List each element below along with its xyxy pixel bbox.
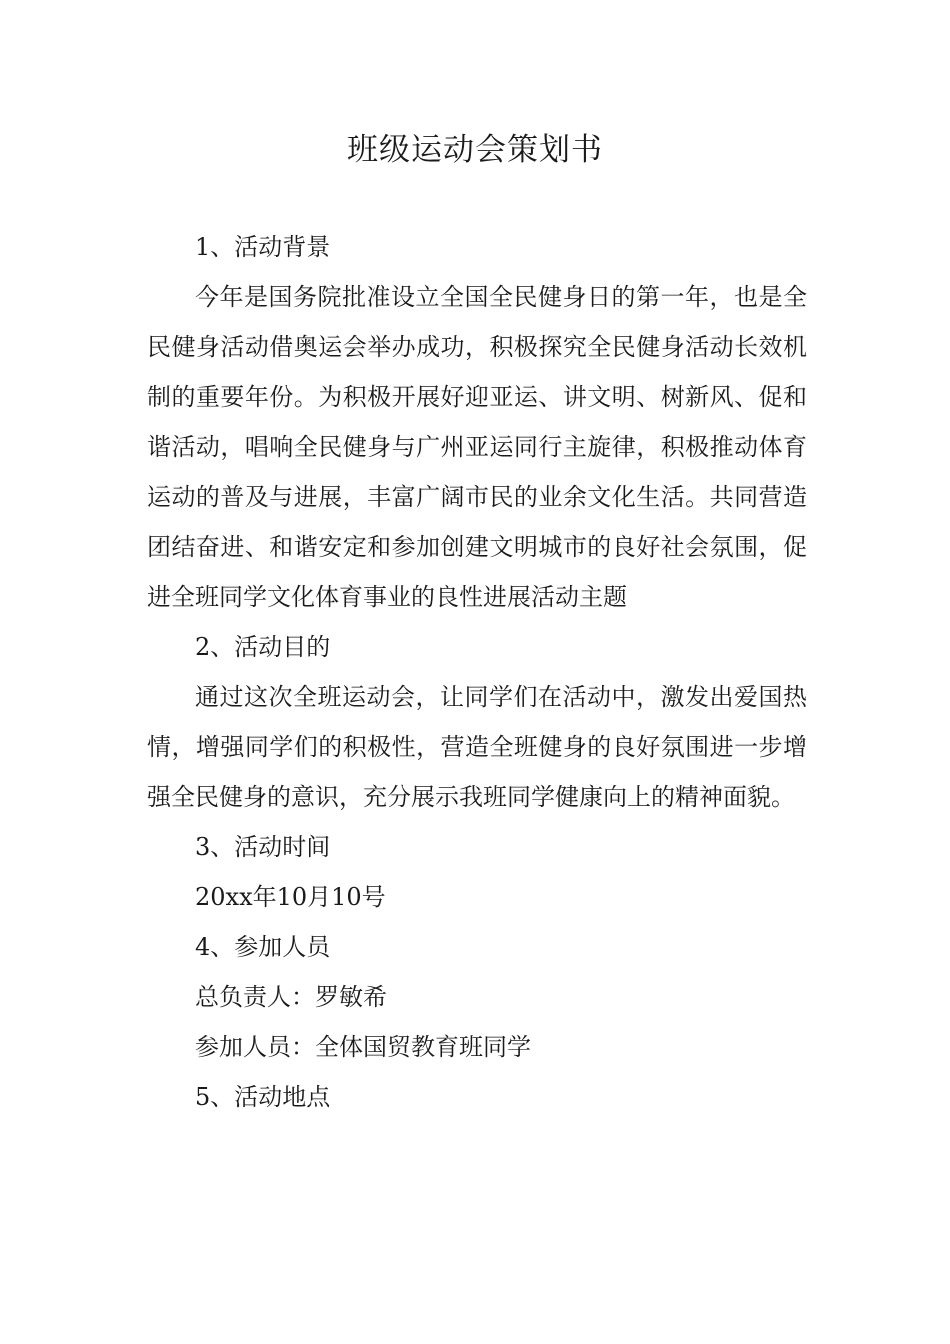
paragraph-purpose: 通过这次全班运动会，让同学们在活动中，激发出爱国热情，增强同学们的积极性，营造全班健身的良好氛围进一步增强全民健身的意识，充分展示我班同学健康向上的精神面貌。 xyxy=(147,683,807,811)
paragraph-participants: 参加人员：全体国贸教育班同学 xyxy=(195,1033,531,1061)
section-heading-time: 3、活动时间 xyxy=(195,833,331,861)
paragraph-time: 20xx年10月10号 xyxy=(195,883,386,911)
document-title: 班级运动会策划书 xyxy=(347,132,603,168)
section-heading-participants: 4、参加人员 xyxy=(195,933,331,961)
document-body xyxy=(147,222,807,1122)
paragraph-background: 今年是国务院批准设立全国全民健身日的第一年，也是全民健身活动借奥运会举办成功，积极探究全民健身活动长效机制的重要年份。为积极开展好迎亚运、讲文明、树新风、促和谐活动，唱响全民健身与广州亚运同行主旋律，积极推动体育运动的普及与进展，丰富广阔市民的业余文化生活。共同营造团结奋进、和谐安定和参加创建文明城市的良好社会氛围，促进全班同学文化体育事业的良性进展活动主题 xyxy=(147,283,807,611)
section-heading-location: 5、活动地点 xyxy=(195,1083,331,1111)
section-heading-background: 1、活动背景 xyxy=(195,233,331,261)
section-heading-purpose: 2、活动目的 xyxy=(195,633,331,661)
paragraph-leader: 总负责人：罗敏希 xyxy=(195,983,387,1011)
